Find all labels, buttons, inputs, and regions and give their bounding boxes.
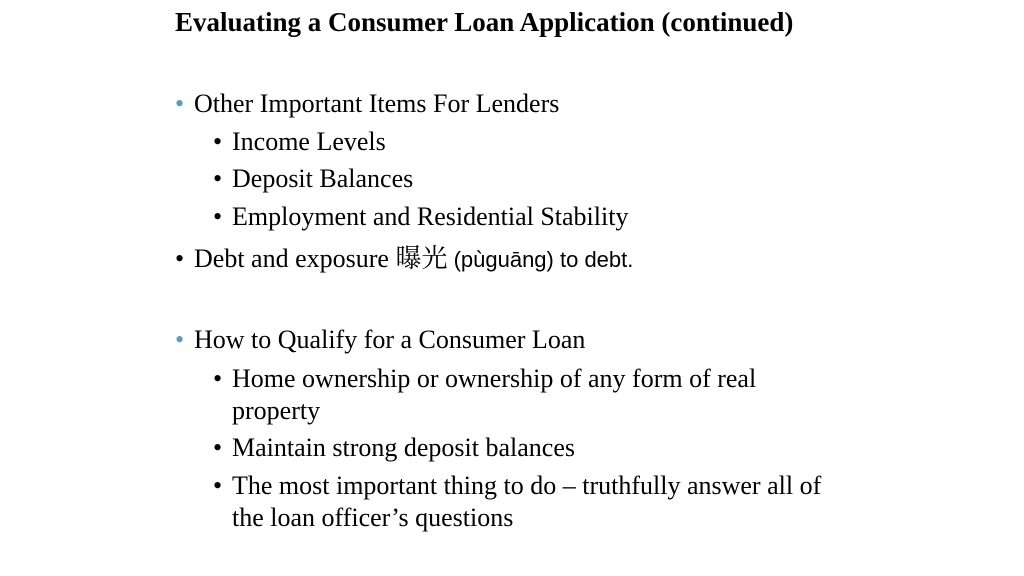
- sub-bullet-home-ownership: [213, 363, 842, 427]
- bullet-text: Maintain strong deposit balances: [232, 433, 575, 462]
- bullet-text: Other Important Items For Lenders: [194, 89, 560, 118]
- sub-bullet-employment: [213, 201, 629, 233]
- sub-bullet-deposit: [213, 163, 414, 195]
- bullet-qualify: [175, 324, 586, 356]
- bullet-marker: •: [213, 202, 223, 231]
- bullet-text: How to Qualify for a Consumer Loan: [194, 325, 586, 354]
- sub-bullet-truthful-answer: [213, 470, 842, 534]
- bullet-text: Income Levels: [232, 127, 386, 156]
- bullet-marker: •: [213, 364, 223, 393]
- bullet-marker: •: [175, 244, 185, 273]
- slide-title: Evaluating a Consumer Loan Application (continued): [175, 7, 794, 37]
- bullet-marker: •: [175, 89, 185, 118]
- bullet-text: Deposit Balances: [232, 164, 414, 193]
- sub-bullet-maintain-balances: [213, 432, 575, 464]
- bullet-text: The most important thing to do – truthfully answer all of the loan officer’s questions: [232, 471, 822, 532]
- sub-bullet-income: [213, 126, 386, 158]
- bullet-marker: •: [213, 471, 223, 500]
- bullet-marker: •: [213, 433, 223, 462]
- bullet-marker: •: [175, 325, 185, 354]
- bullet-marker: •: [213, 164, 223, 193]
- bullet-text: Home ownership or ownership of any form of real property: [232, 364, 757, 425]
- bullet-other-items: [175, 88, 560, 120]
- pinyin-text: (pùguāng) to debt.: [447, 247, 634, 272]
- bullet-text: Employment and Residential Stability: [232, 202, 629, 231]
- bullet-text: Debt and exposure: [194, 244, 396, 273]
- bullet-marker: •: [213, 127, 223, 156]
- chinese-term: 曝光: [395, 244, 448, 273]
- bullet-debt-exposure: [175, 243, 634, 276]
